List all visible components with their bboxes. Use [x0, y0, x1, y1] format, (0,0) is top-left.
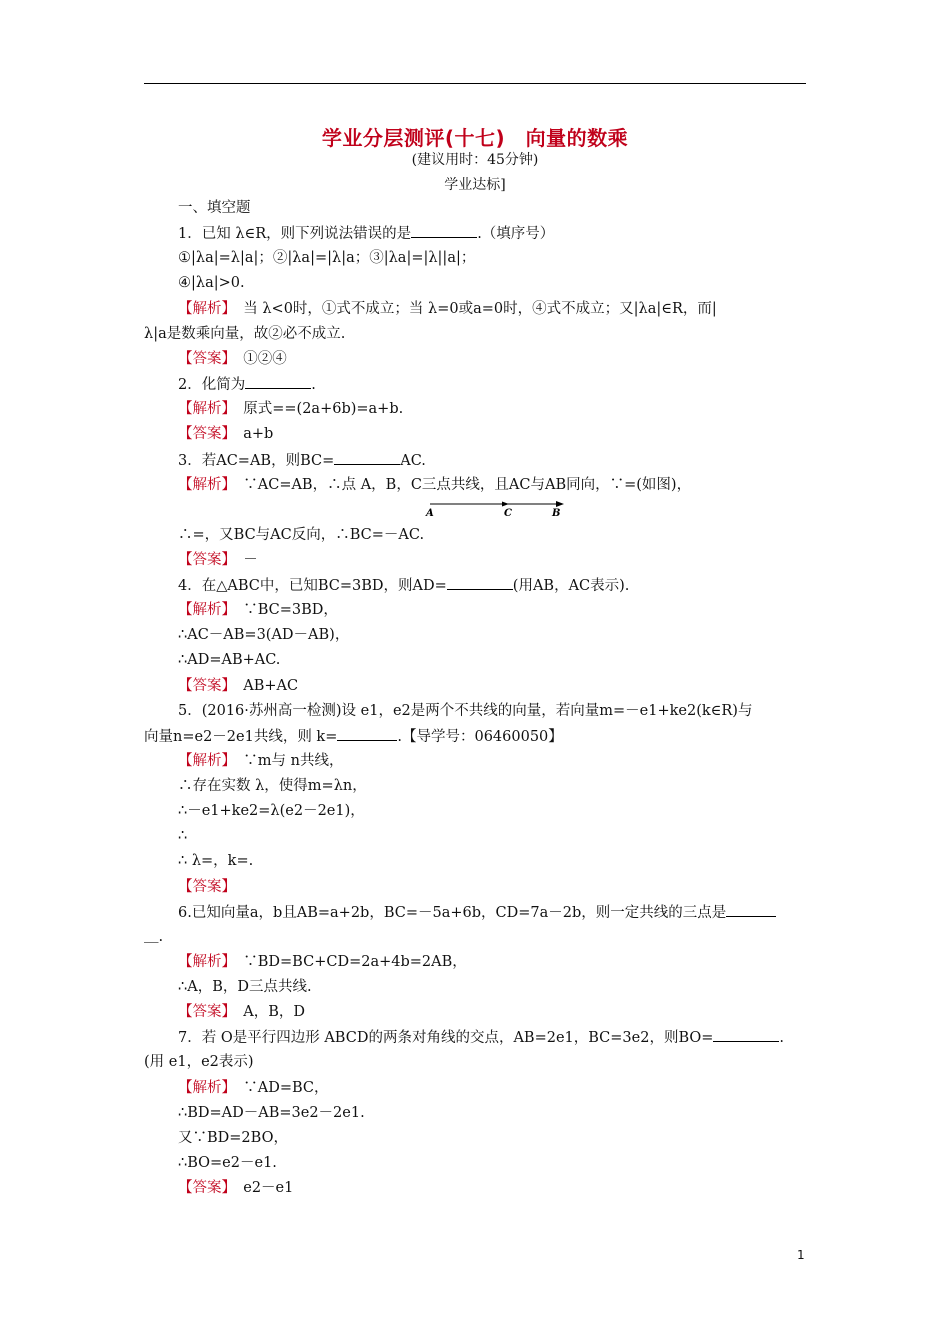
- q5-step-3: ∴: [178, 828, 188, 844]
- q5-stem: 5．(2016·苏州高一检测)设 e1，e2是两个不共线的向量，若向量m=－e1+ke2(k∈R)与: [178, 703, 753, 719]
- q1-answer: 【答案】 ①②④: [178, 351, 287, 367]
- part-heading: 一、填空题: [178, 200, 251, 216]
- section-heading: 学业达标]: [444, 177, 506, 193]
- page-number: 1: [797, 1248, 805, 1262]
- q6-analysis: 【解析】 ∵BD=BC+CD=2a+4b=2AB，: [178, 954, 467, 970]
- q5-stem-cont: 向量n=e2－2e1共线，则 k= .【导学号：06460050】: [144, 726, 563, 747]
- q1-blank: [411, 223, 477, 238]
- page-title: 学业分层测评(十七) 向量的数乘: [321, 126, 629, 150]
- q6-stem-cont: ＿.: [144, 929, 164, 945]
- q2-blank: [245, 374, 311, 389]
- q5-analysis: 【解析】 ∵m与 n共线，: [178, 753, 344, 769]
- q7-step-2: 又∵BD=2BO，: [178, 1130, 288, 1146]
- q4-step-1: ∴AC－AB=3(AD－AB)，: [178, 627, 350, 643]
- q3-answer: 【答案】 －: [178, 552, 258, 568]
- q5-blank: [337, 726, 397, 741]
- collinear-figure: [420, 496, 570, 520]
- q5-answer: 【答案】: [178, 879, 236, 895]
- q4-blank: [447, 575, 513, 590]
- q1-options-1: ①|λa|=λ|a|；②|λa|=|λ|a；③|λa|=|λ||a|；: [178, 250, 476, 266]
- q6-answer: 【答案】 A，B，D: [178, 1004, 306, 1020]
- point-b-label: B: [552, 508, 561, 519]
- header-rule: [144, 83, 806, 84]
- q5-step-1: ∴存在实数 λ，使得m=λn，: [178, 778, 367, 794]
- q7-blank: [713, 1027, 779, 1042]
- q2-analysis: 【解析】 原式==(2a+6b)=a+b.: [178, 401, 404, 417]
- time-hint: (建议用时：45分钟): [411, 152, 539, 168]
- q6-blank: [726, 902, 776, 917]
- q6-step-1: ∴A，B，D三点共线.: [178, 979, 312, 995]
- q4-step-2: ∴AD=AB+AC.: [178, 652, 281, 668]
- q4-analysis: 【解析】 ∵BC=3BD，: [178, 602, 338, 618]
- q1-analysis-cont: λ|a是数乘向量，故②必不成立.: [144, 326, 346, 342]
- q5-step-4: ∴ λ=，k=.: [178, 853, 254, 869]
- q7-step-1: ∴BD=AD－AB=3e2－2e1.: [178, 1105, 365, 1121]
- q7-stem-cont: (用 e1，e2表示): [144, 1054, 254, 1070]
- q3-analysis-cont: ∴=，又BC与AC反向，∴BC=－AC.: [178, 527, 425, 543]
- q7-answer: 【答案】 e2－e1: [178, 1180, 294, 1196]
- q3-analysis: 【解析】 ∵AC=AB，∴点 A，B，C三点共线，且AC与AB同向，∵=(如图)，: [178, 477, 692, 493]
- q7-analysis: 【解析】 ∵AD=BC，: [178, 1080, 329, 1096]
- q4-answer: 【答案】 AB+AC: [178, 678, 299, 694]
- point-c-label: C: [504, 508, 512, 519]
- q3-blank: [334, 450, 400, 465]
- q5-step-2: ∴－e1+ke2=λ(e2－2e1)，: [178, 803, 365, 819]
- q2-answer: 【答案】 a+b: [178, 426, 274, 442]
- q7-stem: 7．若 O是平行四边形 ABCD的两条对角线的交点，AB=2e1，BC=3e2，则BO= .: [178, 1027, 784, 1048]
- q1-stem: 1．已知 λ∈R，则下列说法错误的是 .（填序号）: [178, 223, 554, 244]
- arrowhead-c: [502, 502, 509, 507]
- q6-stem: 6.已知向量a，b且AB=a+2b，BC=－5a+6b，CD=7a－2b，则一定共线的三点是: [178, 902, 776, 923]
- arrowhead-b: [556, 501, 564, 507]
- q1-options-2: ④|λa|>0.: [178, 275, 245, 291]
- q3-stem: 3．若AC=AB，则BC= AC.: [178, 450, 426, 471]
- q2-stem: 2．化简为 .: [178, 374, 316, 395]
- point-a-label: A: [426, 508, 434, 519]
- q4-stem: 4．在△ABC中，已知BC=3BD，则AD= (用AB，AC表示).: [178, 575, 629, 596]
- q1-analysis: 【解析】 当 λ<0时，①式不成立；当 λ=0或a=0时，④式不成立；又|λa|∈R，而|: [178, 301, 717, 317]
- q7-step-3: ∴BO=e2－e1.: [178, 1155, 277, 1171]
